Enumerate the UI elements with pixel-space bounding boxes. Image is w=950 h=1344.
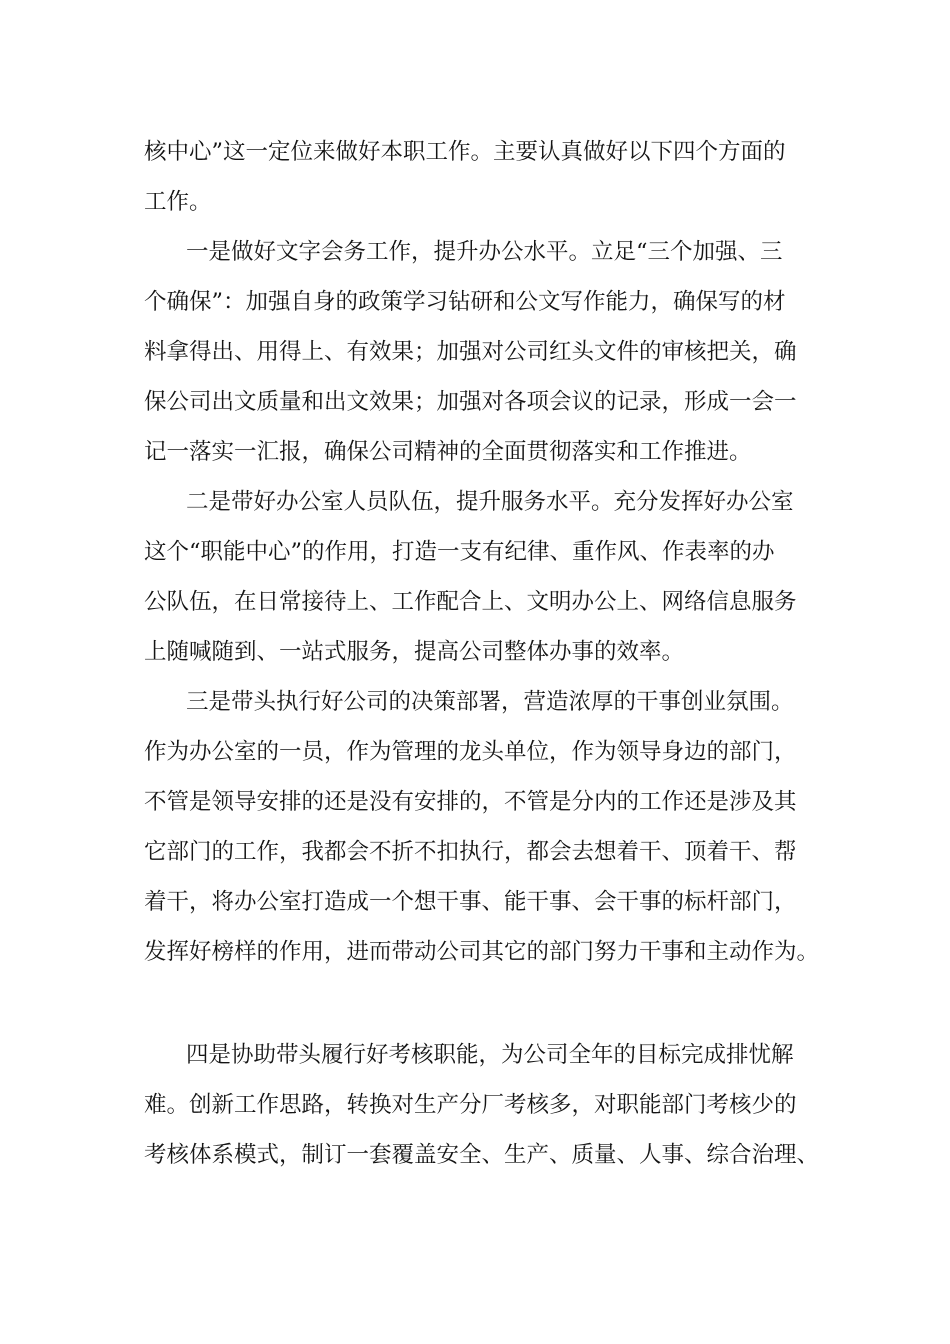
text-line: 考核体系模式，制订一套覆盖安全、生产、质量、人事、综合治理、: [144, 1142, 820, 1168]
text-line: 料拿得出、用得上、有效果；加强对公司红头文件的审核把关，确: [144, 339, 797, 365]
text-line: 保公司出文质量和出文效果；加强对各项会议的记录，形成一会一: [144, 389, 797, 415]
text-line: 着干，将办公室打造成一个想干事、能干事、会干事的标杆部门，: [144, 889, 797, 915]
text-line: 难。创新工作思路，转换对生产分厂考核多，对职能部门考核少的: [144, 1092, 797, 1118]
text-line: 核中心”这一定位来做好本职工作。主要认真做好以下四个方面的: [144, 139, 786, 165]
text-line: 工作。: [144, 189, 212, 215]
text-line: 它部门的工作，我都会不折不扣执行，都会去想着干、顶着干、帮: [144, 839, 797, 865]
text-line: 公队伍，在日常接待上、工作配合上、文明办公上、网络信息服务: [144, 589, 797, 615]
text-line: 发挥好榜样的作用，进而带动公司其它的部门努力干事和主动作为。: [144, 939, 820, 965]
text-line: 个确保”：加强自身的政策学习钻研和公文写作能力，确保写的材: [144, 289, 786, 315]
text-line: 记一落实一汇报，确保公司精神的全面贯彻落实和工作推进。: [144, 439, 752, 465]
text-line: 这个“职能中心”的作用，打造一支有纪律、重作风、作表率的办: [144, 539, 775, 565]
text-line: 上随喊随到、一站式服务，提高公司整体办事的效率。: [144, 639, 685, 665]
text-line: 三是带头执行好公司的决策部署，营造浓厚的干事创业氛围。: [186, 689, 794, 715]
text-line: 一是做好文字会务工作，提升办公水平。立足“三个加强、三: [186, 239, 783, 265]
text-line: 作为办公室的一员，作为管理的龙头单位，作为领导身边的部门，: [144, 739, 797, 765]
text-line: 不管是领导安排的还是没有安排的，不管是分内的工作还是涉及其: [144, 789, 797, 815]
text-line: 四是协助带头履行好考核职能，为公司全年的目标完成排忧解: [186, 1042, 794, 1068]
text-line: 二是带好办公室人员队伍，提升服务水平。充分发挥好办公室: [186, 489, 794, 515]
